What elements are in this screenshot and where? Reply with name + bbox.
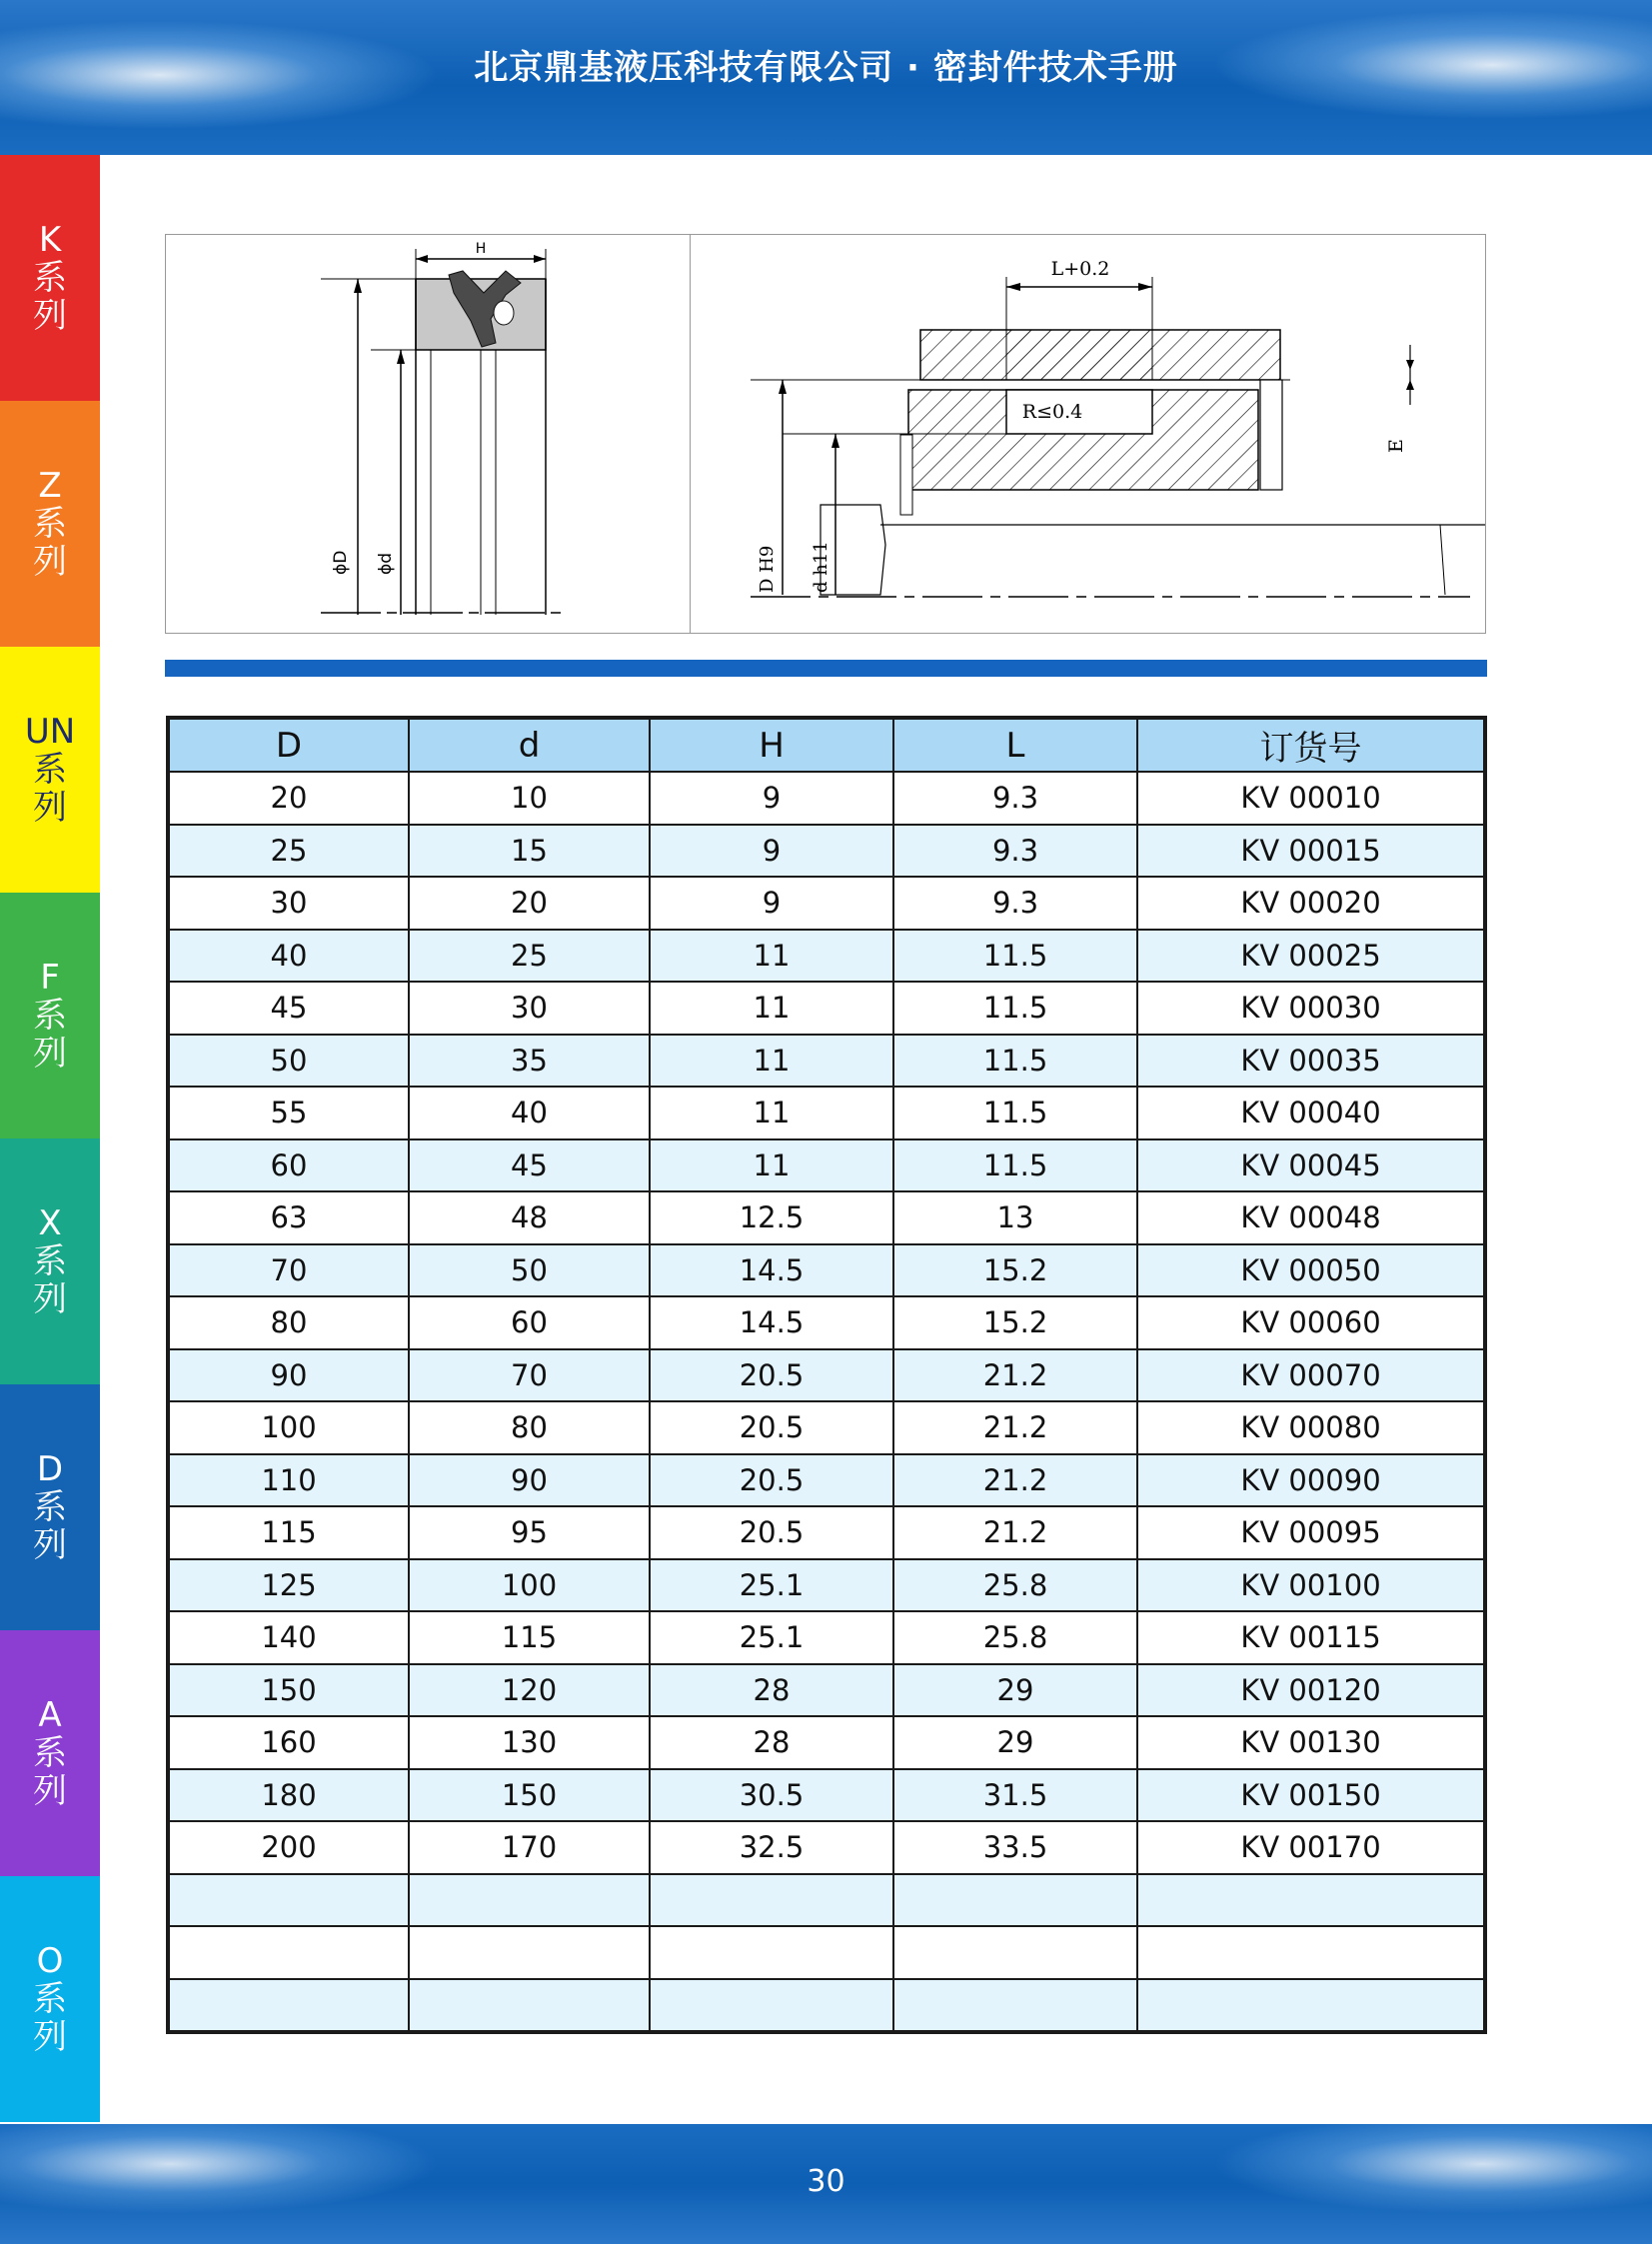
tab-label-2: 列 [33, 2017, 67, 2057]
table-cell: KV 00030 [1137, 982, 1485, 1035]
table-row [168, 1506, 1485, 1559]
tab-label-2: 列 [33, 1771, 67, 1811]
table-cell: 9 [650, 772, 893, 825]
table-cell: 200 [168, 1821, 409, 1874]
table-cell: 11 [650, 1087, 893, 1139]
table-cell: KV 00090 [1137, 1454, 1485, 1507]
table-row [168, 1349, 1485, 1402]
table-body [168, 772, 1485, 2032]
table-cell: 21.2 [893, 1506, 1137, 1559]
tab-label-2: 列 [33, 542, 67, 582]
tab-code: Z [38, 466, 62, 506]
table-cell: KV 00095 [1137, 1506, 1485, 1559]
table-cell: 80 [409, 1401, 650, 1454]
sidebar-tab-z[interactable] [0, 401, 100, 647]
table-cell: 115 [409, 1611, 650, 1664]
table-cell: KV 00050 [1137, 1244, 1485, 1297]
table-cell: KV 00120 [1137, 1664, 1485, 1717]
table-cell: 9.3 [893, 825, 1137, 878]
table-cell: 21.2 [893, 1349, 1137, 1402]
table-cell: 25.1 [650, 1611, 893, 1664]
table-cell [650, 1979, 893, 2033]
table-row [168, 1191, 1485, 1244]
table-cell [1137, 1874, 1485, 1927]
table-row [168, 1769, 1485, 1822]
table-row [168, 1035, 1485, 1088]
table-row [168, 1401, 1485, 1454]
table-cell: 12.5 [650, 1191, 893, 1244]
table-row [168, 1611, 1485, 1664]
table-cell: 14.5 [650, 1296, 893, 1349]
col-header-order-no: 订货号 [1137, 718, 1485, 772]
table-row [168, 772, 1485, 825]
table-cell: 20 [409, 877, 650, 930]
table-cell: KV 00035 [1137, 1035, 1485, 1088]
tab-label-1: 系 [33, 1487, 67, 1527]
section-divider-bar [165, 660, 1487, 677]
series-sidebar [0, 155, 100, 2122]
table-cell: 63 [168, 1191, 409, 1244]
table-cell: 150 [409, 1769, 650, 1822]
sidebar-tab-d[interactable] [0, 1384, 100, 1630]
page-footer [0, 2124, 1652, 2244]
table-cell: 29 [893, 1716, 1137, 1769]
table-cell: 11 [650, 1035, 893, 1088]
table-row [168, 825, 1485, 878]
table-cell [168, 1926, 409, 1979]
table-cell: 29 [893, 1664, 1137, 1717]
col-header-l: L [893, 718, 1137, 772]
table-cell: KV 00015 [1137, 825, 1485, 878]
page-header [0, 0, 1652, 155]
sidebar-tab-f[interactable] [0, 893, 100, 1138]
table-cell: 130 [409, 1716, 650, 1769]
technical-drawing [165, 234, 1486, 634]
table-row [168, 1559, 1485, 1612]
table-cell: KV 00115 [1137, 1611, 1485, 1664]
table-cell: KV 00100 [1137, 1559, 1485, 1612]
table-cell [650, 1874, 893, 1927]
tab-label-1: 系 [33, 996, 67, 1036]
tab-code: O [36, 1941, 64, 1981]
table-cell: 45 [409, 1139, 650, 1192]
table-row [168, 1087, 1485, 1139]
table-cell: 9 [650, 825, 893, 878]
tab-code: K [38, 220, 62, 260]
table-row [168, 982, 1485, 1035]
sidebar-tab-o[interactable] [0, 1876, 100, 2122]
table-cell [650, 1926, 893, 1979]
table-cell: 25.8 [893, 1611, 1137, 1664]
table-cell: 31.5 [893, 1769, 1137, 1822]
table-cell: 55 [168, 1087, 409, 1139]
h-dimension-label: H [475, 241, 487, 257]
seal-cross-section [166, 235, 690, 633]
table-cell: 90 [168, 1349, 409, 1402]
table-cell: 11.5 [893, 1087, 1137, 1139]
table-row [168, 1716, 1485, 1769]
table-cell: 50 [168, 1035, 409, 1088]
table-cell: 125 [168, 1559, 409, 1612]
table-cell: 80 [168, 1296, 409, 1349]
table-cell: 110 [168, 1454, 409, 1507]
table-cell: KV 00045 [1137, 1139, 1485, 1192]
table-cell: KV 00130 [1137, 1716, 1485, 1769]
table-cell: 60 [168, 1139, 409, 1192]
table-cell: KV 00070 [1137, 1349, 1485, 1402]
table-cell: 40 [168, 930, 409, 983]
table-cell [409, 1926, 650, 1979]
header-title: 北京鼎基液压科技有限公司 · 密封件技术手册 [474, 48, 1178, 88]
table-cell: 10 [409, 772, 650, 825]
table-cell: KV 00150 [1137, 1769, 1485, 1822]
rod-tolerance-label: d h11 [811, 541, 831, 593]
table-cell: 15.2 [893, 1244, 1137, 1297]
sidebar-tab-un[interactable] [0, 647, 100, 893]
table-cell [893, 1874, 1137, 1927]
table-row [168, 877, 1485, 930]
tab-code: D [36, 1449, 64, 1489]
table-cell [1137, 1979, 1485, 2033]
table-cell: 100 [168, 1401, 409, 1454]
table-cell: 100 [409, 1559, 650, 1612]
table-cell: 20.5 [650, 1506, 893, 1559]
tab-label-2: 列 [33, 1034, 67, 1074]
bore-tolerance-label: D H9 [757, 545, 778, 593]
tab-label-2: 列 [33, 1525, 67, 1565]
table-cell: 11.5 [893, 930, 1137, 983]
table-row [168, 1664, 1485, 1717]
table-cell: 15 [409, 825, 650, 878]
tab-label-1: 系 [33, 504, 67, 544]
tab-label-1: 系 [33, 258, 67, 298]
table-cell: KV 00060 [1137, 1296, 1485, 1349]
tab-label-2: 列 [33, 1279, 67, 1319]
table-cell: 13 [893, 1191, 1137, 1244]
tab-code: A [38, 1695, 62, 1735]
col-header-h: H [650, 718, 893, 772]
groove-installation-drawing [691, 235, 1485, 633]
table-cell: 170 [409, 1821, 650, 1874]
table-cell: 25 [168, 825, 409, 878]
table-cell: 25.8 [893, 1559, 1137, 1612]
tab-label-1: 系 [33, 1979, 67, 2019]
table-cell: 180 [168, 1769, 409, 1822]
table-cell: 25 [409, 930, 650, 983]
col-header-d-inner: d [409, 718, 650, 772]
table-cell: 20.5 [650, 1454, 893, 1507]
table-cell: 11 [650, 982, 893, 1035]
table-cell: 90 [409, 1454, 650, 1507]
table-cell [893, 1926, 1137, 1979]
table-cell [409, 1979, 650, 2033]
table-row [168, 1926, 1485, 1979]
sidebar-tab-a[interactable] [0, 1630, 100, 1876]
table-cell [168, 1874, 409, 1927]
tab-code: F [40, 958, 60, 998]
table-cell: KV 00170 [1137, 1821, 1485, 1874]
page-number: 30 [807, 2164, 845, 2199]
spec-table [166, 716, 1487, 2034]
e-dimension-label: E [1385, 439, 1407, 453]
tab-label-1: 系 [33, 1733, 67, 1773]
table-cell: 11 [650, 930, 893, 983]
table-cell: 150 [168, 1664, 409, 1717]
table-cell: 11.5 [893, 1139, 1137, 1192]
table-cell [1137, 1926, 1485, 1979]
table-cell: KV 00040 [1137, 1087, 1485, 1139]
table-cell: 25.1 [650, 1559, 893, 1612]
table-cell: KV 00020 [1137, 877, 1485, 930]
table-cell: 11.5 [893, 982, 1137, 1035]
tab-code: X [38, 1203, 62, 1243]
table-row [168, 1139, 1485, 1192]
table-row [168, 1874, 1485, 1927]
radius-label: R≤0.4 [1021, 401, 1083, 423]
table-cell: 70 [409, 1349, 650, 1402]
table-cell: 45 [168, 982, 409, 1035]
table-cell: 15.2 [893, 1296, 1137, 1349]
tab-label-1: 系 [33, 750, 67, 790]
table-cell [409, 1874, 650, 1927]
table-cell: 11 [650, 1139, 893, 1192]
table-cell: 21.2 [893, 1401, 1137, 1454]
table-cell: 20.5 [650, 1401, 893, 1454]
table-row [168, 1454, 1485, 1507]
table-row [168, 1979, 1485, 2033]
table-cell: 140 [168, 1611, 409, 1664]
table-cell: 28 [650, 1716, 893, 1769]
table-cell: 60 [409, 1296, 650, 1349]
table-cell: 95 [409, 1506, 650, 1559]
table-header-row [168, 718, 1485, 772]
table-cell: 33.5 [893, 1821, 1137, 1874]
table-cell: 28 [650, 1664, 893, 1717]
table-cell: 30 [409, 982, 650, 1035]
table-cell: KV 00010 [1137, 772, 1485, 825]
table-row [168, 1244, 1485, 1297]
table-cell: KV 00025 [1137, 930, 1485, 983]
table-cell: 50 [409, 1244, 650, 1297]
tab-code: UN [24, 712, 76, 752]
table-cell: 40 [409, 1087, 650, 1139]
table-cell: 9 [650, 877, 893, 930]
tab-label-2: 列 [33, 788, 67, 828]
table-cell: 70 [168, 1244, 409, 1297]
sidebar-tab-k[interactable] [0, 155, 100, 401]
table-cell: 30 [168, 877, 409, 930]
table-cell: 48 [409, 1191, 650, 1244]
table-cell: 9.3 [893, 772, 1137, 825]
table-cell: 9.3 [893, 877, 1137, 930]
table-cell: 32.5 [650, 1821, 893, 1874]
table-cell: 20 [168, 772, 409, 825]
table-cell [893, 1979, 1137, 2033]
inner-diameter-label: ϕd [376, 552, 396, 575]
table-cell: 160 [168, 1716, 409, 1769]
table-row [168, 930, 1485, 983]
table-cell: KV 00048 [1137, 1191, 1485, 1244]
table-cell: 35 [409, 1035, 650, 1088]
table-row [168, 1296, 1485, 1349]
table-cell: 11.5 [893, 1035, 1137, 1088]
tab-label-1: 系 [33, 1241, 67, 1281]
table-cell: 21.2 [893, 1454, 1137, 1507]
groove-length-label: L+0.2 [1050, 258, 1110, 280]
table-row [168, 1821, 1485, 1874]
table-cell: 14.5 [650, 1244, 893, 1297]
table-cell: KV 00080 [1137, 1401, 1485, 1454]
sidebar-tab-x[interactable] [0, 1138, 100, 1384]
tab-label-2: 列 [33, 296, 67, 336]
col-header-d-outer: D [168, 718, 409, 772]
table-cell: 20.5 [650, 1349, 893, 1402]
outer-diameter-label: ϕD [331, 550, 351, 575]
table-cell: 115 [168, 1506, 409, 1559]
table-cell: 120 [409, 1664, 650, 1717]
table-cell [168, 1979, 409, 2033]
table-cell: 30.5 [650, 1769, 893, 1822]
